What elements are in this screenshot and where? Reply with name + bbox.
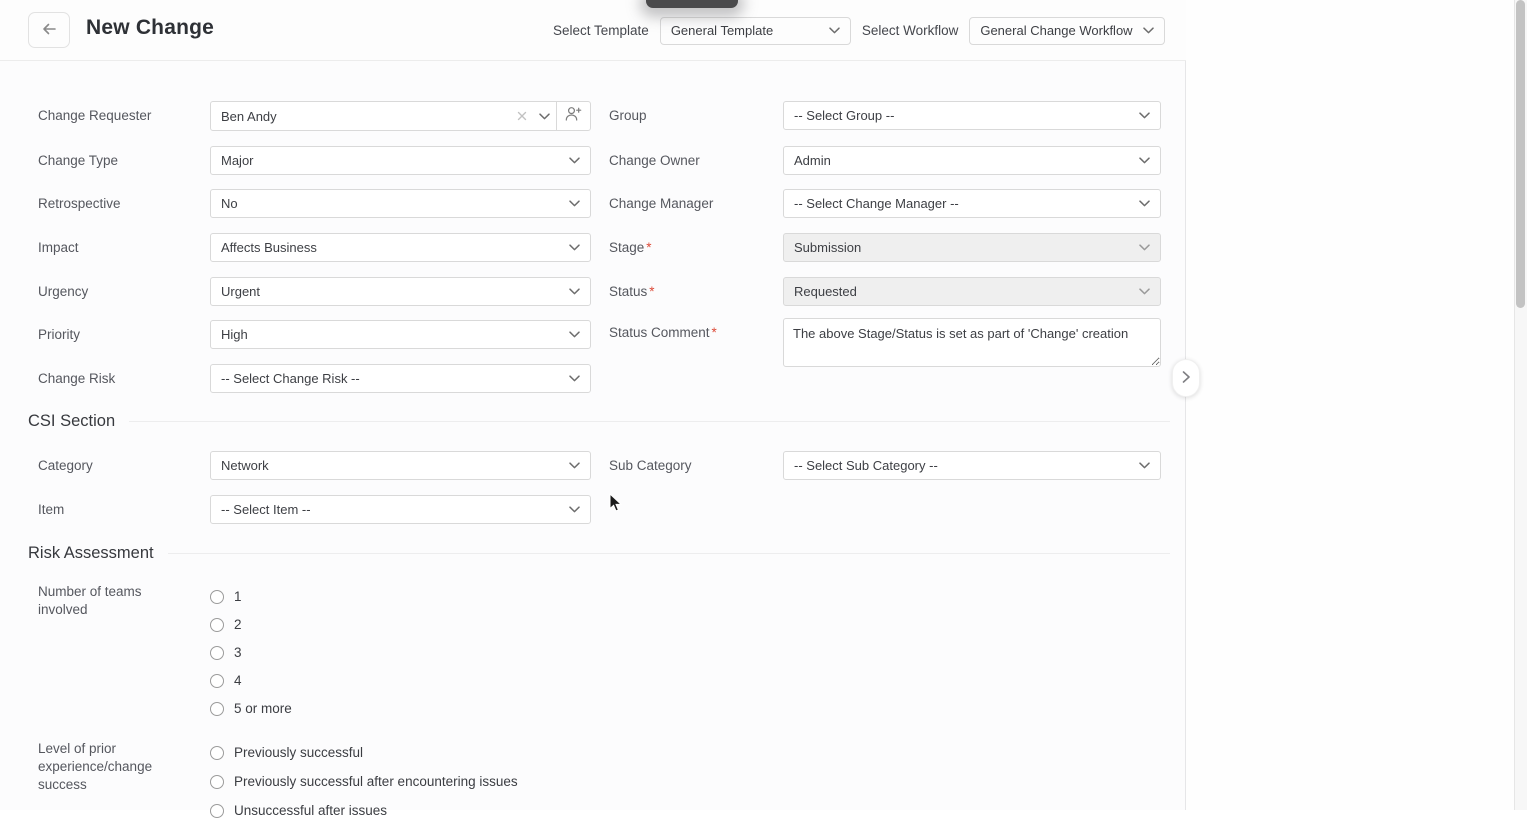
stage-value: Submission xyxy=(794,240,862,255)
field-label: Category xyxy=(38,458,93,473)
urgency-select[interactable] xyxy=(210,277,591,306)
radio-option-label: 1 xyxy=(234,589,242,604)
field-label: Urgency xyxy=(38,284,89,299)
radio-option-label: 2 xyxy=(234,617,242,632)
chevron-down-icon xyxy=(569,244,580,251)
field-row-priority xyxy=(38,320,591,349)
field-row-urgency xyxy=(38,277,591,306)
field-row-change-requester xyxy=(38,101,591,131)
chevron-down-icon xyxy=(569,288,580,295)
field-row-retrospective xyxy=(38,189,591,218)
scrollbar-thumb[interactable] xyxy=(1516,0,1525,308)
change-type-select[interactable] xyxy=(210,146,591,175)
change-type-value: Major xyxy=(221,153,254,168)
sub-category-select[interactable] xyxy=(783,451,1161,480)
radio-button[interactable] xyxy=(210,746,224,760)
mouse-cursor-icon xyxy=(609,493,623,518)
radio-option[interactable] xyxy=(210,804,518,818)
radio-option-label: Previously successful xyxy=(234,745,364,760)
chevron-down-icon xyxy=(1139,112,1150,119)
field-label: Sub Category xyxy=(609,458,692,473)
item-value: -- Select Item -- xyxy=(221,502,311,517)
required-asterisk: * xyxy=(646,240,652,255)
required-asterisk: * xyxy=(649,284,655,299)
radio-option[interactable] xyxy=(210,590,292,604)
chevron-down-icon xyxy=(1139,462,1150,469)
group-value: -- Select Group -- xyxy=(794,108,895,123)
field-label: Status * xyxy=(609,284,655,299)
impact-value: Affects Business xyxy=(221,240,317,255)
radio-group-experience xyxy=(210,746,518,818)
field-row-category xyxy=(38,451,591,480)
change-requester-value: Ben Andy xyxy=(221,108,277,124)
chevron-down-icon xyxy=(569,157,580,164)
change-requester-field[interactable] xyxy=(210,101,591,131)
chevron-down-icon xyxy=(569,375,580,382)
radio-button[interactable] xyxy=(210,775,224,789)
field-row-stage xyxy=(609,233,1161,262)
required-asterisk: * xyxy=(711,325,717,340)
chevron-down-icon xyxy=(1139,288,1150,295)
radio-button[interactable] xyxy=(210,590,224,604)
chevron-down-icon xyxy=(1143,27,1154,34)
chevron-down-icon xyxy=(569,506,580,513)
arrow-left-icon xyxy=(40,21,58,40)
workflow-select-value: General Change Workflow xyxy=(980,23,1133,38)
radio-option-label: Unsuccessful after issues xyxy=(234,803,388,818)
field-row-group xyxy=(609,101,1161,130)
field-row-change-type xyxy=(38,146,591,175)
radio-button[interactable] xyxy=(210,804,224,818)
chevron-down-icon xyxy=(569,331,580,338)
status-comment-textarea[interactable] xyxy=(783,318,1161,367)
section-rule xyxy=(129,421,1170,422)
field-label: Change Manager xyxy=(609,196,714,211)
field-label: Retrospective xyxy=(38,196,121,211)
field-label: Change Risk xyxy=(38,371,116,386)
priority-value: High xyxy=(221,327,248,342)
page-title: New Change xyxy=(86,16,215,39)
risk-assessment-heading xyxy=(28,544,1170,563)
retrospective-value: No xyxy=(221,196,238,211)
back-button[interactable] xyxy=(28,12,70,48)
item-select[interactable] xyxy=(210,495,591,524)
question-label-teams: Number of teams involved xyxy=(38,584,142,617)
field-row-status-comment xyxy=(609,318,783,342)
radio-group-teams xyxy=(210,590,292,716)
radio-button[interactable] xyxy=(210,674,224,688)
template-select-value: General Template xyxy=(670,23,774,38)
field-label: Change Requester xyxy=(38,108,152,123)
template-select[interactable] xyxy=(660,17,851,45)
status-value: Requested xyxy=(794,284,857,299)
impact-select[interactable] xyxy=(210,233,591,262)
category-select[interactable] xyxy=(210,451,591,480)
chevron-down-icon xyxy=(569,200,580,207)
radio-option[interactable] xyxy=(210,646,292,660)
stage-select xyxy=(783,233,1161,262)
field-label: Group xyxy=(609,108,647,123)
expand-panel-button[interactable] xyxy=(1172,359,1200,397)
section-title: Risk Assessment xyxy=(28,544,154,562)
change-risk-select[interactable] xyxy=(210,364,591,393)
change-owner-value: Admin xyxy=(794,153,831,168)
chevron-down-icon[interactable] xyxy=(533,102,556,130)
chevron-down-icon xyxy=(1139,157,1150,164)
radio-option[interactable] xyxy=(210,702,292,716)
person-plus-icon xyxy=(565,106,582,126)
urgency-value: Urgent xyxy=(221,284,261,299)
field-row-change-risk xyxy=(38,364,591,393)
field-row-change-manager xyxy=(609,189,1161,218)
radio-option-label: 4 xyxy=(234,673,242,688)
change-manager-value: -- Select Change Manager -- xyxy=(794,196,959,211)
section-title: CSI Section xyxy=(28,412,116,430)
radio-button[interactable] xyxy=(210,646,224,660)
select-workflow-label: Select Workflow xyxy=(861,23,959,38)
workflow-select[interactable] xyxy=(969,17,1165,45)
chevron-down-icon xyxy=(569,462,580,469)
change-risk-value: -- Select Change Risk -- xyxy=(221,371,360,386)
radio-button[interactable] xyxy=(210,618,224,632)
radio-button[interactable] xyxy=(210,702,224,716)
priority-select[interactable] xyxy=(210,320,591,349)
change-manager-select[interactable] xyxy=(783,189,1161,218)
radio-option[interactable] xyxy=(210,746,518,760)
sub-category-value: -- Select Sub Category -- xyxy=(794,458,938,473)
right-panel-area xyxy=(1187,0,1527,810)
status-select xyxy=(783,277,1161,306)
header xyxy=(0,0,1186,61)
section-rule xyxy=(168,553,1170,554)
field-row-change-owner xyxy=(609,146,1161,175)
radio-option[interactable] xyxy=(210,618,292,632)
csi-section-heading xyxy=(28,412,1170,431)
chevron-down-icon xyxy=(829,27,840,34)
add-requester-button[interactable] xyxy=(556,102,590,130)
field-label: Stage * xyxy=(609,240,652,255)
chevron-down-icon xyxy=(1139,200,1150,207)
chevron-down-icon xyxy=(1139,244,1150,251)
clear-icon[interactable] xyxy=(511,102,533,130)
field-label: Item xyxy=(38,502,65,517)
question-label-experience: Level of prior experience/change success xyxy=(38,741,153,792)
chevron-right-icon xyxy=(1181,370,1191,387)
field-row-sub-category xyxy=(609,451,1161,480)
header-controls xyxy=(553,0,1165,61)
field-row-item xyxy=(38,495,591,524)
scrollbar-track[interactable] xyxy=(1514,0,1527,810)
field-row-impact xyxy=(38,233,591,262)
radio-option[interactable] xyxy=(210,674,292,688)
field-label: Status Comment * xyxy=(609,325,717,340)
change-owner-select[interactable] xyxy=(783,146,1161,175)
group-select[interactable] xyxy=(783,101,1161,130)
radio-option-label: 5 or more xyxy=(234,701,292,716)
field-label: Change Owner xyxy=(609,153,700,168)
radio-option[interactable] xyxy=(210,775,518,789)
radio-option-label: Previously successful after encountering issues xyxy=(234,774,518,789)
field-row-status xyxy=(609,277,1161,306)
category-value: Network xyxy=(221,458,269,473)
radio-option-label: 3 xyxy=(234,645,242,660)
field-label: Change Type xyxy=(38,153,119,168)
field-label: Impact xyxy=(38,240,79,255)
clipped-overlay-artifact xyxy=(646,0,738,8)
select-template-label: Select Template xyxy=(553,23,649,38)
field-label: Priority xyxy=(38,327,81,342)
retrospective-select[interactable] xyxy=(210,189,591,218)
